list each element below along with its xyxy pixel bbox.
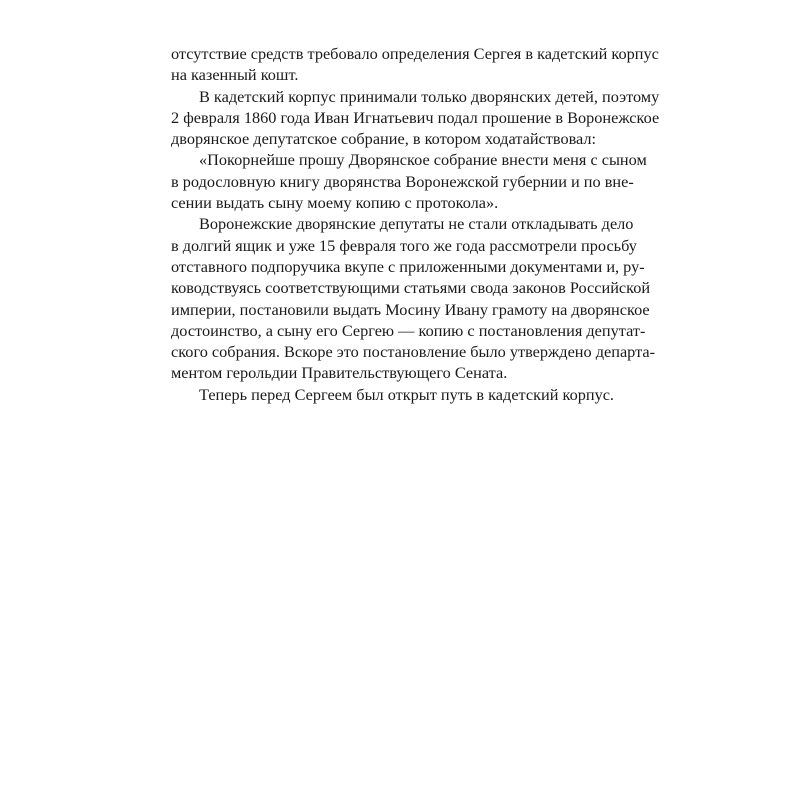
text-line: сении выдать сыну моему копию с протокола». <box>171 193 499 213</box>
text-line: империи, постановили выдать Мосину Ивану грамоту на дворянское <box>171 299 650 319</box>
text-line: отсутствие средств требовало определения Сергея в кадетский корпус <box>171 44 659 63</box>
text-line: достоинство, а сыну его Сергею — копию с постановления депутат- <box>171 320 646 340</box>
text-line: в долгий ящик и уже 15 февраля того же года рассмотрели просьбу <box>171 235 637 255</box>
text-line: Теперь перед Сергеем был открыт путь в кадетский корпус. <box>199 384 615 404</box>
text-line: ментом герольдии Правительствующего Сената. <box>171 363 508 383</box>
text-line: ского собрания. Вскоре это постановление было утверждено департа- <box>171 342 656 362</box>
text-line: Воронежские дворянские депутаты не стали откладывать дело <box>199 214 634 234</box>
text-line: на казенный кошт. <box>171 65 299 85</box>
body-text <box>171 43 660 405</box>
text-line: «Покорнейше прошу Дворянское собрание внести меня с сыном <box>199 150 647 170</box>
text-line: дворянское депутатское собрание, в котором ходатайствовал: <box>171 129 597 149</box>
text-line: отставного подпоручика вкупе с приложенными документами и, ру- <box>171 256 645 276</box>
text-line: В кадетский корпус принимали только дворянских детей, поэтому <box>199 86 660 106</box>
text-line: 2 февраля 1860 года Иван Игнатьевич подал прошение в Воронежское <box>171 107 660 127</box>
text-line: в родословную книгу дворянства Воронежской губернии и по вне- <box>171 171 634 191</box>
text-line: ководствуясь соответствующими статьями свода законов Российской <box>171 278 651 298</box>
